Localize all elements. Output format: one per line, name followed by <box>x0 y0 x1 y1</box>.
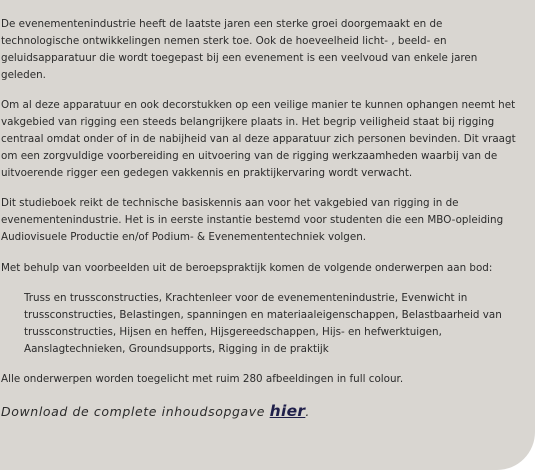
download-prefix: Download de complete inhoudsopgave <box>1 404 270 419</box>
topics-list: Truss en trussconstructies, Krachtenleer voor de evenementenindustrie, Evenwicht in trussconstructies, Belastingen, spanningen en materiaaleigenschappen, Belastbaarheid van trussconstructies, Hijsen en heffen, Hijsgereedschappen, Hijs- en hefwerktuigen, Aanslagtechnieken, Groundsupports, Rigging in de praktijk <box>24 292 502 355</box>
studybook-paragraph: Dit studieboek reikt de technische basiskennis aan voor het vakgebied van rigging in de evenementenindustrie. Het is in eerste instantie bestemd voor studenten die een MBO-opleiding Audiovisuele Productie en/of Podium- & Evenemententechniek volgen. <box>1 197 504 243</box>
images-paragraph: Alle onderwerpen worden toegelicht met ruim 280 afbeeldingen in full colour. <box>1 373 404 385</box>
download-line <box>1 402 310 420</box>
intro-paragraph: De evenementenindustrie heeft de laatste jaren een sterke groei doorgemaakt en de technologische ontwikkelingen nemen sterk toe. Ook de hoeveelheid licht- , beeld- en geluidsapparatuur die wordt toegepast bij een evenement is een veelvoud van enkele jaren geleden. <box>1 18 478 81</box>
download-suffix: . <box>305 404 310 419</box>
rigging-paragraph: Om al deze apparatuur en ook decorstukken op een veilige manier te kunnen ophangen neemt het vakgebied van rigging een steeds belangrijkere plaats in. Het begrip veiligheid staat bij rigging centraal omdat onder of in de nabijheid van al deze apparatuur zich personen bevinden. Dit vraagt om een zorgvuldige voorbereiding en uitvoering van de rigging werkzaamheden waarbij van de uitvoerende rigger een gedegen vakkennis en praktijkervaring wordt verwacht. <box>1 99 516 179</box>
download-link[interactable]: hier <box>269 402 306 420</box>
topics-intro-paragraph: Met behulp van voorbeelden uit de beroepspraktijk komen de volgende onderwerpen aan bod: <box>1 262 493 274</box>
